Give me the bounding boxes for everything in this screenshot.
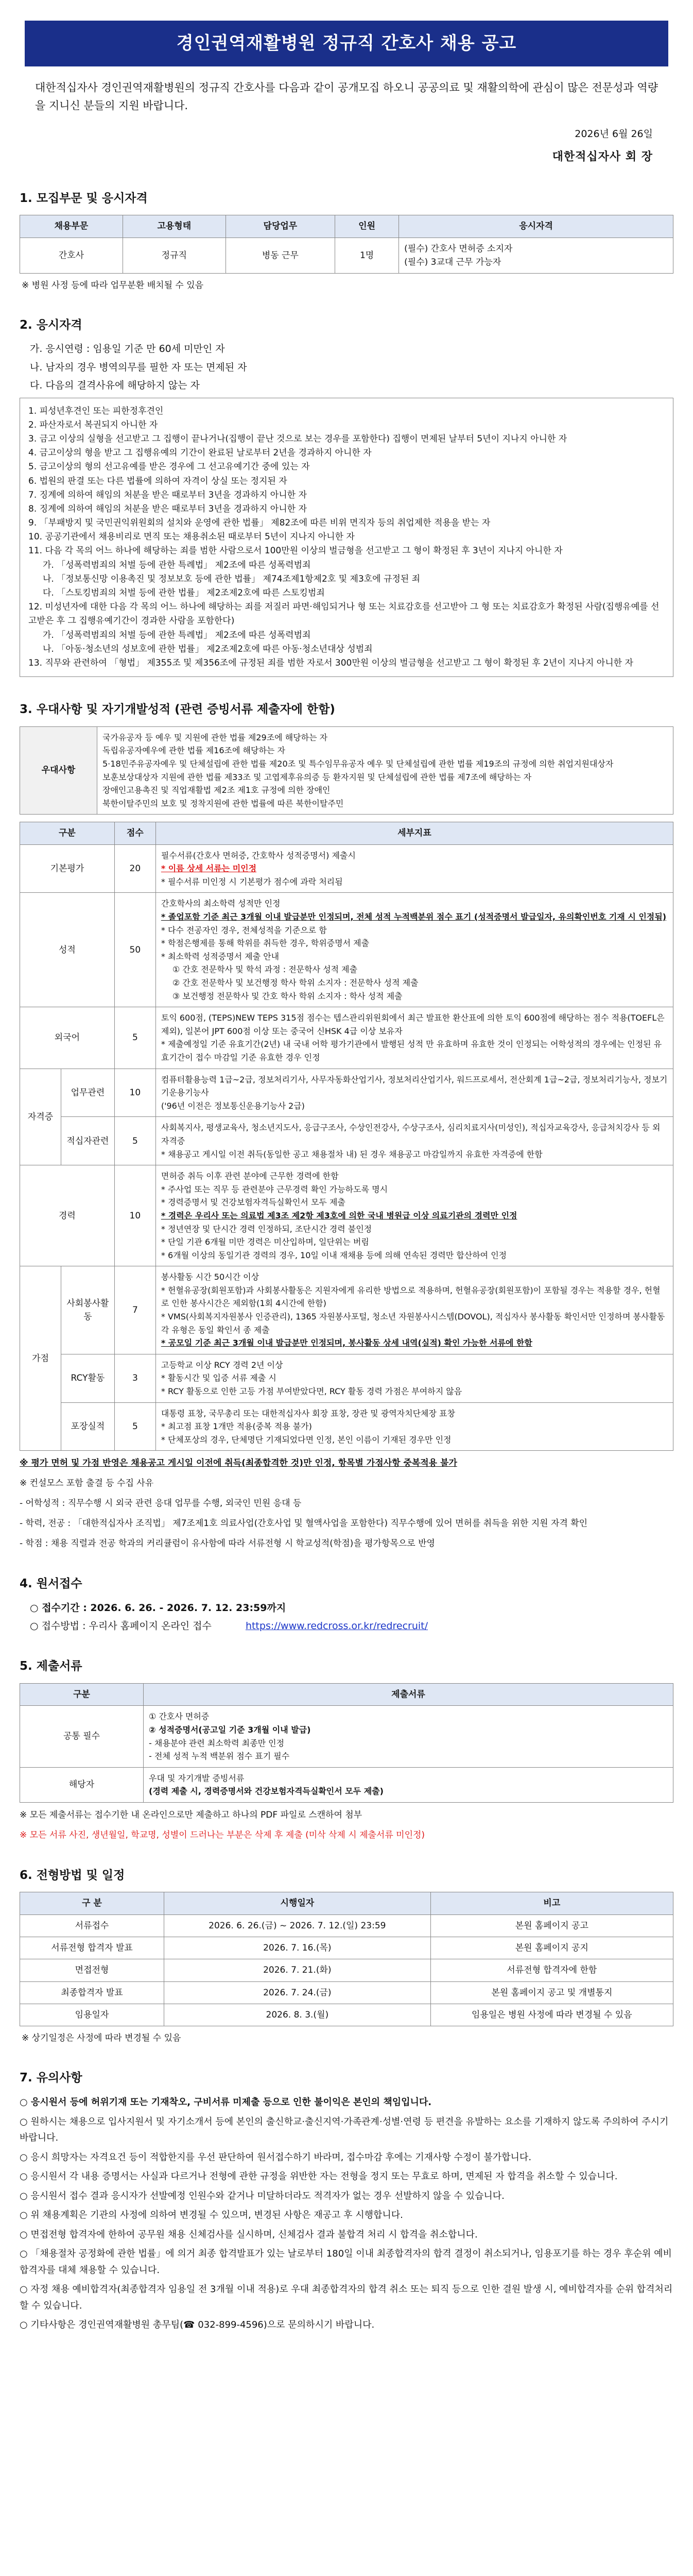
th-date: 시행일자 [164, 1892, 431, 1914]
cell-duty: 병동 근무 [226, 238, 335, 274]
doc-item: (경력 제출 시, 경력증명서와 건강보험자격득실확인서 모두 제출) [149, 1786, 384, 1797]
section-application-title: 4. 원서접수 [20, 1577, 82, 1590]
disqualification-item: 7. 징계에 의하여 해임의 처분을 받은 때로부터 3년을 경과하지 아니한 자 [28, 489, 307, 500]
section-documents-title: 5. 제출서류 [20, 1659, 82, 1673]
section-preference-title: 3. 우대사항 및 자기개발성적 (관련 증빙서류 제출자에 한함) [20, 703, 335, 717]
disqualification-item: 3. 금고 이상의 실형을 선고받고 그 집행이 끝나거나(집행이 끝난 것으로 보는 경우를 포함한다) 집행이 면제된 날부터 5년이 지나지 아니한 자 [28, 433, 567, 444]
score-label: 외국어 [20, 1007, 115, 1069]
score-footnotes [20, 1456, 673, 1551]
group-label: 가점 [20, 1266, 61, 1451]
disqualification-item: 6. 법원의 판결 또는 다른 법률에 의하여 자격이 상실 또는 정지된 자 [28, 476, 287, 486]
score-detail [155, 1266, 673, 1354]
schedule-row [20, 1914, 673, 1937]
documents-table [20, 1683, 673, 1803]
detail-line: * 단체포상의 경우, 단체명단 기재되었다면 인정, 본인 이름이 기재된 경우만 인정 [161, 1434, 452, 1445]
detail-line: * 공모일 기준 최근 3개월 이내 발급분만 인정되며, 봉사활동 상세 내역(실적) 확인 가능한 서류에 한함 [161, 1338, 532, 1348]
pref-item: 보훈보상대상자 지원에 관한 법률 제33조 및 고엽제후유의증 등 환자지원 및 단체설립에 관한 법률 제7조에 해당하는 자 [102, 772, 532, 782]
th-qualification: 응시자격 [399, 215, 673, 238]
documents-note: ※ 모든 서류 사진, 생년월일, 학교명, 성별이 드러나는 부분은 삭제 후 제출 (미삭 삭제 시 제출서류 미인정) [20, 1829, 425, 1840]
doc-item: - 전체 성적 누적 백분위 점수 표기 필수 [149, 1751, 290, 1761]
footnote-line: - 학력, 전공 : 「대한적십자사 조직법」 제7조제1호 의료사업(간호사업 및 혈액사업을 포함한다) 직무수행에 있어 면허를 취득을 위한 지원 자격 확인 [20, 1518, 588, 1529]
detail-line: * 채용공고 게시일 이전 취득(동일한 공고 채용절차 내) 된 경우 채용공고 마감일까지 유효한 자격증에 한함 [161, 1149, 543, 1159]
intro-text: 대한적십자사 경인권역재활병원의 정규직 간호사를 다음과 같이 공개모집 하오니 공공의료 및 재활의학에 관심이 많은 전문성과 역량을 지니신 분들의 지원 바랍니다. [35, 81, 658, 112]
doc-list [144, 1706, 673, 1767]
section-schedule-title: 6. 전형방법 및 일정 [20, 1868, 125, 1882]
score-label: 업무관련 [61, 1069, 115, 1117]
score-label: RCY활동 [61, 1354, 115, 1402]
score-label: 성적 [20, 893, 115, 1007]
schedule-row [20, 1959, 673, 1981]
score-value: 10 [114, 1069, 155, 1117]
doc-item: 우대 및 자기개발 증빙서류 [149, 1773, 245, 1783]
score-label: 포장실적 [61, 1402, 115, 1451]
caution-item: ○ 「채용절차 공정화에 관한 법률」에 의거 최종 합격발표가 있는 날로부터 180일 이내 최종합격자의 합격 결정이 취소되거나, 임용포기를 하는 경우 후순위 예비 합격자를 대체 채용할 수 있습니다. [20, 2248, 672, 2276]
th-category: 구분 [20, 822, 115, 844]
disqualification-subitem: 다. 「스토킹범죄의 처벌 등에 관한 법률」 제2조제2호에 따른 스토킹범죄 [43, 588, 325, 598]
caution-item: ○ 기타사항은 경인권역재활병원 총무팀(☎ 032-899-4596)으로 문의하시기 바랍니다. [20, 2319, 375, 2331]
qualification-line: (필수) 3교대 근무 가능자 [404, 257, 501, 267]
schedule-remark: 본원 홈페이지 공지 [430, 1937, 673, 1959]
documents-note: ※ 모든 제출서류는 접수기한 내 온라인으로만 제출하고 하나의 PDF 파일로 스캔하여 첨부 [20, 1809, 362, 1820]
detail-line: * VMS(사회복지자원봉사 인증관리), 1365 자원봉사포털, 청소년 자원봉사시스템(DOVOL), 적십자사 봉사활동 확인서만 인정하며 봉사활동 각 유형은 동일 확인서 종 제출 [161, 1312, 665, 1335]
score-detail [155, 1165, 673, 1266]
detail-line: * 최소학력 성적증명서 제출 안내 [161, 951, 280, 961]
application-method: ○ 접수방법 : 우리사 홈페이지 온라인 접수 [30, 1620, 212, 1632]
qualification-line: (필수) 간호사 면허증 소지자 [404, 243, 513, 254]
caution-item: ○ 면접전형 합격자에 한하여 공무원 채용 신체검사를 실시하며, 신체검사 결과 불합격 처리 시 합격을 취소합니다. [20, 2229, 478, 2240]
schedule-remark: 본원 홈페이지 공고 [430, 1914, 673, 1937]
pref-list [97, 726, 673, 815]
th-remark: 비고 [430, 1892, 673, 1914]
th-employment: 고용형태 [123, 215, 226, 238]
eligibility-item: 다. 다음의 결격사유에 해당하지 않는 자 [30, 380, 200, 392]
pref-item: 독립유공자예우에 관한 법률 제16조에 해당하는 자 [102, 745, 285, 756]
detail-line: * 최고점 표창 1개만 적용(중복 적용 불가) [161, 1421, 312, 1432]
cell-count: 1명 [335, 238, 399, 274]
schedule-date: 2026. 7. 24.(금) [164, 1981, 431, 2004]
detail-line: * 필수서류 미인정 시 기본평가 점수에 과락 처리됨 [161, 876, 343, 887]
cell-qualification [399, 238, 673, 274]
score-detail [155, 1117, 673, 1165]
notice-signer: 대한적십자사 회 장 [552, 150, 653, 163]
schedule-note: ※ 상기일정은 사정에 따라 변경될 수 있음 [22, 2033, 181, 2044]
score-label: 사회봉사활동 [61, 1266, 115, 1354]
th-doc-category: 구분 [20, 1684, 144, 1706]
score-label: 기본평가 [20, 844, 115, 893]
th-field: 채용부문 [20, 215, 123, 238]
score-detail [155, 1402, 673, 1451]
schedule-row [20, 1981, 673, 2004]
score-detail [155, 844, 673, 893]
pref-item: 국가유공자 등 예우 및 지원에 관한 법률 제29조에 해당하는 자 [102, 732, 328, 742]
score-value: 20 [114, 844, 155, 893]
section-caution-title: 7. 유의사항 [20, 2071, 82, 2084]
schedule-stage: 면접전형 [20, 1959, 164, 1981]
caution-item: ○ 위 채용계획은 기관의 사정에 의하여 변경될 수 있으며, 변경된 사항은 재공고 후 시행합니다. [20, 2210, 403, 2221]
detail-line: 토익 600점, (TEPS)NEW TEPS 315점 점수는 텝스관리위원회에서 최근 발표한 환산표에 의한 토익 600점에 해당하는 점수 적용(TOEFL은 제외), 일본어 JPT 600점 이상 또는 중국어 신HSK 4급 이상 보유자 [161, 1013, 665, 1036]
section-eligibility-title: 2. 응시자격 [20, 318, 82, 332]
schedule-stage: 최종합격자 발표 [20, 1981, 164, 2004]
preference-table [20, 726, 673, 815]
disqualification-item: 13. 직무와 관련하여 「형법」 제355조 및 제356조에 규정된 죄를 범한 자로서 300만원 이상의 벌금형을 선고받고 그 형이 확정된 후 2년이 지나지 아니한 자 [28, 657, 633, 668]
footnote-line: - 학점 : 채용 직렬과 전공 학과의 커리큘럼이 유사함에 따라 서류전형 시 학교성적(학점)을 평가항목으로 반영 [20, 1538, 435, 1549]
detail-line: * 6개월 이상의 동일기관 경력의 경우, 10일 이내 재채용 등에 의해 연속된 경력만 합산하여 인정 [161, 1250, 507, 1260]
disqualification-box [20, 398, 673, 677]
schedule-row [20, 1937, 673, 1959]
quals-label: 자격증 [20, 1069, 61, 1165]
caution-item: ○ 원하시는 채용으로 입사지원서 및 자기소개서 등에 본인의 출신학교·출신지역·가족관계·성별·연령 등 편견을 유발하는 요소를 기재하지 않도록 주의하여 주시기 바랍니다. [20, 2116, 669, 2144]
caution-item: ○ 응시원서 등에 허위기재 또는 기재착오, 구비서류 미제출 등으로 인한 불이익은 본인의 책임입니다. [20, 2097, 432, 2108]
detail-line: * 활동시간 및 입증 서류 제출 시 [161, 1373, 276, 1383]
detail-line: 봉사활동 시간 50시간 이상 [161, 1272, 259, 1282]
caution-item: ○ 응시 희망자는 자격요건 등이 적합한지를 우선 판단하여 원서접수하기 바라며, 접수마감 후에는 기재사항 수정이 불가합니다. [20, 2151, 532, 2163]
detail-line: 필수서류(간호사 면허증, 간호학사 성적증명서) 제출시 [161, 850, 356, 860]
pref-item: 북한이탈주민의 보호 및 정착지원에 관한 법률에 따른 북한이탈주민 [102, 798, 344, 808]
pref-label: 우대사항 [20, 726, 97, 815]
notice-date: 2026년 6월 26일 [575, 128, 653, 140]
recruit-table [20, 215, 673, 274]
schedule-date: 2026. 8. 3.(월) [164, 2004, 431, 2026]
doc-item: ② 성적증명서(공고일 기준 3개월 이내 발급) [149, 1724, 311, 1735]
caution-item: ○ 자정 채용 예비합격자(최종합격자 임용일 전 3개월 이내 적용)로 우대 최종합격자의 합격 취소 또는 퇴직 등으로 인한 결원 발생 시, 예비합격자를 순위 합격처리할 수 있습니다. [20, 2284, 673, 2311]
detail-line: 고등학교 이상 RCY 경력 2년 이상 [161, 1360, 283, 1370]
detail-line: * 학점은행제를 통해 학위를 취득한 경우, 학위증명서 제출 [161, 938, 370, 948]
detail-line: * 정년연장 및 단시간 경력 인정하되, 조단시간 경력 불인정 [161, 1224, 372, 1234]
disqualification-subitem: 가. 「성폭력범죄의 처벌 등에 관한 특례법」 제2조에 따른 성폭력범죄 [43, 630, 311, 640]
score-value: 50 [114, 893, 155, 1007]
schedule-stage: 서류접수 [20, 1914, 164, 1937]
detail-line: 간호학사의 최소학력 성적만 인정 [161, 899, 281, 909]
recruit-note: ※ 병원 사정 등에 따라 업무분환 배치될 수 있음 [22, 280, 204, 291]
disqualification-item: 10. 공공기관에서 채용비리로 면직 또는 채용취소된 때로부터 5년이 지나지 아니한 자 [28, 532, 355, 543]
footnote-line: - 어학성적 : 직무수행 시 외국 관련 응대 업무를 수행, 외국인 민원 응대 등 [20, 1498, 302, 1509]
schedule-date: 2026. 7. 21.(화) [164, 1959, 431, 1981]
doc-list [144, 1767, 673, 1802]
score-table [20, 822, 673, 1451]
schedule-stage: 서류전형 합격자 발표 [20, 1937, 164, 1959]
disqualification-item: 12. 미성년자에 대한 다음 각 목의 어느 하나에 해당하는 죄를 저질러 파면·해임되거나 형 또는 치료감호를 선고받아 그 형 또는 치료감호가 확정된 사람(집행유예를 선고받은 후 그 집행유예기간이 경과한 사람을 포함한다) [28, 602, 660, 626]
disqualification-subitem: 나. 「아동·청소년의 성보호에 관한 법률」 제2조제2호에 따른 아동·청소년대상 성범죄 [43, 643, 373, 654]
pref-item: 장애인고용촉진 및 직업재활법 제2조 제1호 규정에 의한 장애인 [102, 785, 331, 795]
caution-item: ○ 응시원서 각 내용 증명서는 사실과 다르거나 전형에 관한 규정을 위반한 자는 전형을 정지 또는 무효로 하며, 면제된 자 합격을 취소할 수 있습니다. [20, 2171, 618, 2182]
pref-item: 5·18민주유공자예우 및 단체설립에 관한 법률 제20조 및 특수임무유공자 예우 및 단체설립에 관한 법률 제19조의 규정에 의한 취업지원대상자 [102, 758, 614, 769]
disqualification-item: 5. 금고이상의 형의 선고유예를 받은 경우에 그 선고유예기간 중에 있는 자 [28, 462, 310, 472]
caution-item: ○ 응시원서 접수 결과 응시자가 선발예정 인원수와 같거나 미달하더라도 적격자가 없는 경우 선발하지 않을 수 있습니다. [20, 2190, 505, 2201]
disqualification-item: 1. 피성년후견인 또는 피한정후견인 [28, 405, 164, 416]
detail-line: 컴퓨터활용능력 1급~2급, 정보처리기사, 사무자동화산업기사, 정보처리산업기사, 워드프로세서, 전산회계 1급~2급, 정보처리기능사, 정보기기운용기능사 [161, 1074, 668, 1098]
detail-line: * 헌혈유공장(회원포함)과 사회봉사활동은 지원자에게 유리한 방법으로 적용하며, 헌혈유공장(회원포함)이 포함될 경우는 적용할 경우, 헌혈로 인한 봉사시간은 제외함(1회 4시간에 한함) [161, 1285, 661, 1309]
schedule-remark: 서류전형 합격자에 한함 [430, 1959, 673, 1981]
application-link[interactable]: https://www.redcross.or.kr/redrecruit/ [245, 1620, 428, 1632]
detail-line: ('96년 이전은 정보통신운용기능사 2급) [161, 1100, 305, 1111]
score-label: 적십자관련 [61, 1117, 115, 1165]
schedule-row [20, 2004, 673, 2026]
caution-list [20, 2094, 673, 2333]
th-doc-list: 제출서류 [144, 1684, 673, 1706]
page-title: 경인권역재활병원 정규직 간호사 채용 공고 [25, 21, 668, 66]
application-period: ○ 접수기간 : 2026. 6. 26. - 2026. 7. 12. 23:59까지 [30, 1602, 286, 1614]
score-detail [155, 1354, 673, 1402]
schedule-remark: 본원 홈페이지 공고 및 개별통지 [430, 1981, 673, 2004]
detail-line: * 단일 기관 6개월 미만 경력은 미산입하며, 일단위는 버림 [161, 1237, 369, 1247]
doc-item: ① 간호사 면허증 [149, 1711, 210, 1722]
disqualification-item: 2. 파산자로서 복권되지 아니한 자 [28, 419, 158, 430]
disqualification-subitem: 나. 「정보통신망 이용촉진 및 정보보호 등에 관한 법률」 제74조제1항제2호 및 제3호에 규정된 죄 [43, 573, 421, 584]
detail-line: 면허증 취득 이후 관련 분야에 근무한 경력에 한함 [161, 1171, 339, 1181]
eligibility-item: 가. 응시연령 : 임용일 기준 만 60세 미만인 자 [30, 343, 225, 355]
application-method-row [30, 1619, 673, 1634]
footnote-line: ※ 컨설모스 포함 출결 등 수집 사유 [20, 1478, 154, 1489]
cell-field: 간호사 [20, 238, 123, 274]
footnote-text: ※ 평가 면허 및 가점 반영은 채용공고 게시일 이전에 취득(최종합격한 것)만 인정, 항목별 가점사항 중복적용 불가 [20, 1458, 457, 1469]
score-value: 7 [114, 1266, 155, 1354]
detail-line: ① 간호 전문학사 및 학석 과정 : 전문학사 성적 제출 [172, 964, 358, 975]
detail-line: 사회복지사, 평생교육사, 청소년지도사, 응급구조사, 수상인전강사, 수상구조사, 심리치료지사(미성인), 적십자교육강사, 응급처치강사 등 외 자격증 [161, 1123, 661, 1146]
disqualification-item: 8. 징계에 의하여 해임의 처분을 받은 때로부터 3년을 경과하지 아니한 자 [28, 503, 307, 514]
score-value: 3 [114, 1354, 155, 1402]
detail-line: * 경력증명서 및 건강보험자격득실확인서 모두 제출 [161, 1197, 345, 1208]
th-detail: 세부지표 [155, 822, 673, 844]
score-value: 10 [114, 1165, 155, 1266]
schedule-date: 2026. 6. 26.(금) ~ 2026. 7. 12.(일) 23:59 [164, 1914, 431, 1937]
detail-line: * 다수 전공자인 경우, 전체성적을 기준으로 함 [161, 925, 327, 935]
detail-line: * 이름 상세 서류는 미인정 [161, 863, 257, 874]
schedule-date: 2026. 7. 16.(목) [164, 1937, 431, 1959]
section-recruit-title: 1. 모집부문 및 응시자격 [20, 191, 148, 205]
detail-line: * 제출예정일 기준 유효기간(2년) 내 국내 어학 평가기관에서 발행된 성적 만 유효하며 유효한 것이 인정되는 어학성적의 경우에는 인정된 유효기간이 접수 마감일 기준 유효한 경우 인정 [161, 1039, 662, 1062]
th-score: 점수 [114, 822, 155, 844]
disqualification-item: 9. 「부패방지 및 국민권익위원회의 설치와 운영에 관한 법률」 제82조에 따른 비위 면직자 등의 취업제한 적용을 받는 자 [28, 518, 491, 529]
disqualification-subitem: 가. 「성폭력범죄의 처벌 등에 관한 특례법」 제2조에 따른 성폭력범죄 [43, 560, 311, 570]
score-detail [155, 1007, 673, 1069]
schedule-remark: 임용일은 병원 사정에 따라 변경될 수 있음 [430, 2004, 673, 2026]
eligibility-item: 나. 남자의 경우 병역의무를 필한 자 또는 면제된 자 [30, 361, 247, 373]
score-value: 5 [114, 1402, 155, 1451]
th-duty: 담당업무 [226, 215, 335, 238]
detail-line: ② 간호 전문학사 및 보건행정 학사 학위 소지자 : 전문학사 성적 제출 [172, 978, 419, 988]
disqualification-item: 4. 금고이상의 형을 받고 그 집행유예의 기간이 완료된 날로부터 2년을 경과하지 아니한 자 [28, 448, 372, 459]
score-detail [155, 1069, 673, 1117]
disqualification-item: 11. 다음 각 목의 어느 하나에 해당하는 죄를 범한 사람으로서 100만원 이상의 벌금형을 선고받고 그 형이 확정된 후 3년이 지나지 아니한 자 [28, 546, 563, 556]
detail-line: ③ 보건행정 전문학사 및 간호 학사 학위 소지자 : 학사 성적 제출 [172, 991, 403, 1001]
th-stage: 구 분 [20, 1892, 164, 1914]
detail-line: * 주사업 또는 직무 등 관련분야 근무경력 확인 가능하도록 명시 [161, 1184, 388, 1194]
detail-line: * RCY 활동으로 인한 고등 가점 부여받았다면, RCY 활동 경력 가점은 부여하지 않음 [161, 1386, 462, 1397]
score-detail [155, 893, 673, 1007]
th-count: 인원 [335, 215, 399, 238]
detail-line: 대통령 표창, 국무총리 또는 대한적십자사 회장 표창, 장관 및 광역자치단체장 표창 [161, 1408, 455, 1418]
schedule-stage: 임용일자 [20, 2004, 164, 2026]
detail-line: * 경력은 우리사 또는 의료법 제3조 제2항 제3호에 의한 국내 병원급 이상 의료기관의 경력만 인정 [161, 1210, 517, 1221]
doc-category: 해당자 [20, 1767, 144, 1802]
score-value: 5 [114, 1117, 155, 1165]
doc-item: - 채용분야 관련 최소학력 최종만 인정 [149, 1738, 285, 1748]
score-label: 경력 [20, 1165, 115, 1266]
doc-category: 공통 필수 [20, 1706, 144, 1767]
score-value: 5 [114, 1007, 155, 1069]
cell-employment: 정규직 [123, 238, 226, 274]
schedule-table [20, 1892, 673, 2026]
footnote-line [20, 1456, 673, 1471]
detail-line: * 졸업포함 기준 최근 3개월 이내 발급분만 인정되며, 전체 성적 누적백분위 점수 표기 (성적증명서 발급일자, 유의확인번호 기재 시 인정됨) [161, 912, 667, 922]
